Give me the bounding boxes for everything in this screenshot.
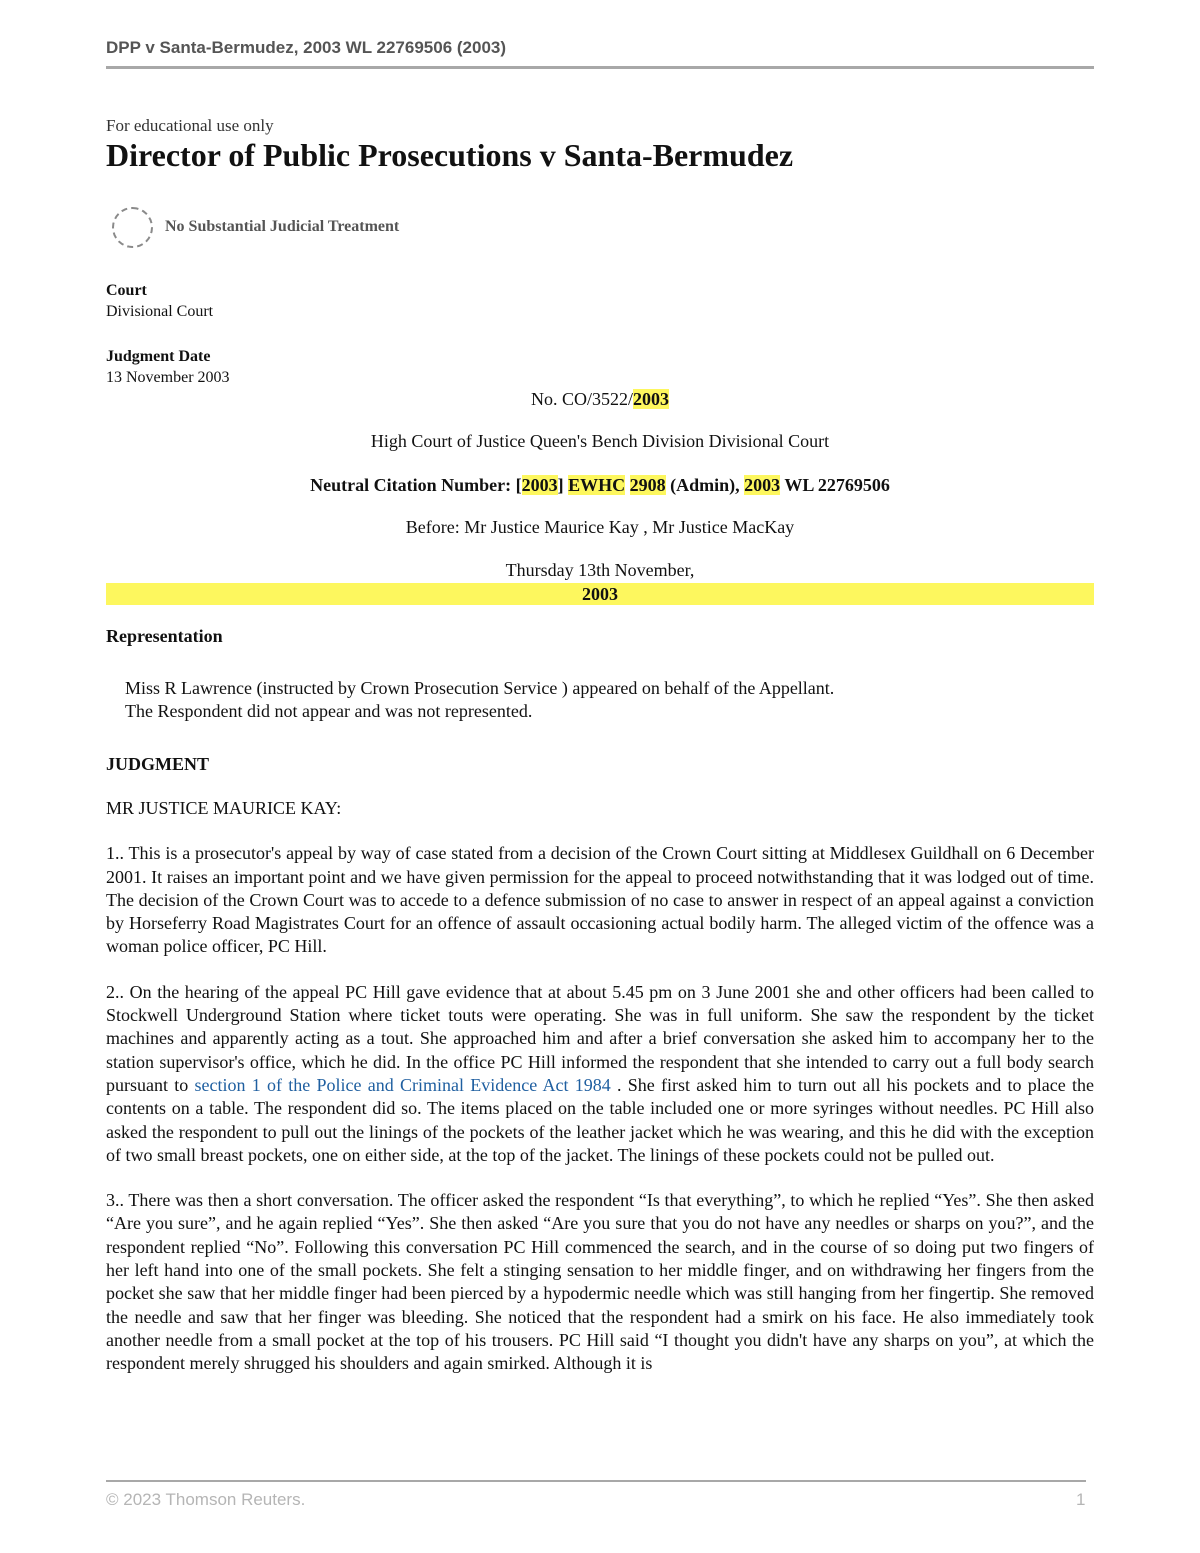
citation-bracket: ] xyxy=(557,475,569,495)
hearing-year: 2003 xyxy=(106,583,1094,605)
judgment-date-label: Judgment Date xyxy=(106,348,211,365)
case-number-prefix: No. CO/3522/ xyxy=(530,389,633,409)
document-title: Director of Public Prosecutions v Santa-Bermudez xyxy=(106,137,794,173)
neutral-citation xyxy=(106,474,1094,496)
representation-line: The Respondent did not appear and was not represented. xyxy=(125,701,533,721)
case-number-year: 2003 xyxy=(633,389,669,409)
hearing-day: Thursday 13th November, xyxy=(505,560,695,580)
court-value: Divisional Court xyxy=(106,303,214,320)
dashed-circle-icon xyxy=(112,207,153,248)
page-number: 1 xyxy=(1076,1490,1086,1509)
court-line: High Court of Justice Queen's Bench Division Divisional Court xyxy=(370,431,830,451)
judgment-date-value: 13 November 2003 xyxy=(106,369,230,386)
header-divider xyxy=(106,66,1094,69)
document-body xyxy=(106,116,1094,1376)
representation-heading: Representation xyxy=(106,626,223,646)
footer-divider xyxy=(106,1480,1086,1482)
paragraph-2-end: . She first asked him to turn out all his pockets and to place the contents on a table. The respondent did so. The items placed on the table included one or more syringes without needles. PC Hill also asked the respondent to pull out the linings of the pockets of the leather jacket which he was wearing, and this he did with the exception of two small breast pockets, one on either side, at the top of the jacket. The linings of these pockets could not be pulled out. xyxy=(106,1074,1094,1165)
representation-block xyxy=(106,677,1094,723)
citation-court-code: EWHC xyxy=(568,475,626,495)
treatment-indicator[interactable] xyxy=(106,204,1094,250)
paragraph-1: 1.. This is a prosecutor's appeal by way of case stated from a decision of the Crown Court sitting at Middlesex Guildhall on 6 December 2001. It raises an important point and we have given permission for the appeal to proceed notwithstanding that it was lodged out of time. The decision of the Crown Court was to accede to a defence submission of no case to answer in respect of an appeal against a conviction by Horseferry Road Magistrates Court for an offence of assault occasioning actual bodily harm. The alleged victim of the offence was a woman police officer, PC Hill. xyxy=(106,843,1094,957)
case-metadata xyxy=(106,280,1094,388)
judgment-heading: JUDGMENT xyxy=(106,754,209,774)
citation-prefix: Neutral Citation Number: [ xyxy=(310,475,522,495)
running-header: DPP v Santa-Bermudez, 2003 WL 22769506 (2003) xyxy=(106,38,507,57)
citation-number: 2908 xyxy=(629,475,666,495)
citation-space xyxy=(625,475,630,495)
footer-copyright: © 2023 Thomson Reuters. xyxy=(106,1490,306,1509)
representation-line: Miss R Lawrence (instructed by Crown Prosecution Service ) appeared on behalf of the Appellant. xyxy=(125,678,835,698)
paragraph-2 xyxy=(106,981,1094,1167)
educational-notice: For educational use only xyxy=(106,116,274,135)
before-line: Before: Mr Justice Maurice Kay , Mr Justice MacKay xyxy=(405,517,795,537)
court-label: Court xyxy=(106,282,147,299)
citation-year: 2003 xyxy=(521,475,558,495)
citation-middle: (Admin), xyxy=(665,475,745,495)
judge-line: MR JUSTICE MAURICE KAY: xyxy=(106,798,342,818)
treatment-label: No Substantial Judicial Treatment xyxy=(165,218,400,235)
paragraph-3: 3.. There was then a short conversation. The officer asked the respondent “Is that everything”, to which he replied “Yes”. She then asked “Are you sure”, and he again replied “Yes”. She then asked “Are you sure that you do not have any needles or sharps on you?”, and the respondent replied “No”. Following this conversation PC Hill commenced the search, and in the course of so doing put two fingers of her left hand into one of the small pockets. She felt a stinging sensation to her middle finger, and on withdrawing her fingers from the pocket she saw that her middle finger had been pierced by a hypodermic needle which was still hanging from her fingertip. She removed the needle and saw that her finger was bleeding. She noticed that the respondent had a smirk on his face. He also immediately took another needle from a small pocket at the top of his trousers. PC Hill said “I thought you didn't have any sharps on you”, at which the respondent merely shrugged his shoulders and again smirked. Although it is xyxy=(106,1190,1094,1374)
case-number xyxy=(106,388,1094,410)
paragraph-2-start: 2.. On the hearing of the appeal PC Hill gave evidence that at about 5.45 pm on 3 June 2001 she and other officers had been called to Stockwell Underground Station where ticket touts were operating. She was in full uniform. She saw the respondent by the ticket machines and apparently acting as a tout. She approached him and after a brief conversation she asked him to accompany her to the station supervisor's office, which he did. In the office PC Hill informed the respondent that she intended to carry out a full body search pursuant to xyxy=(106,981,1094,1095)
statute-link[interactable]: section 1 of the Police and Criminal Evidence Act 1984 xyxy=(194,1074,611,1095)
citation-wl-year: 2003 xyxy=(744,475,781,495)
citation-suffix: WL 22769506 xyxy=(780,475,890,495)
